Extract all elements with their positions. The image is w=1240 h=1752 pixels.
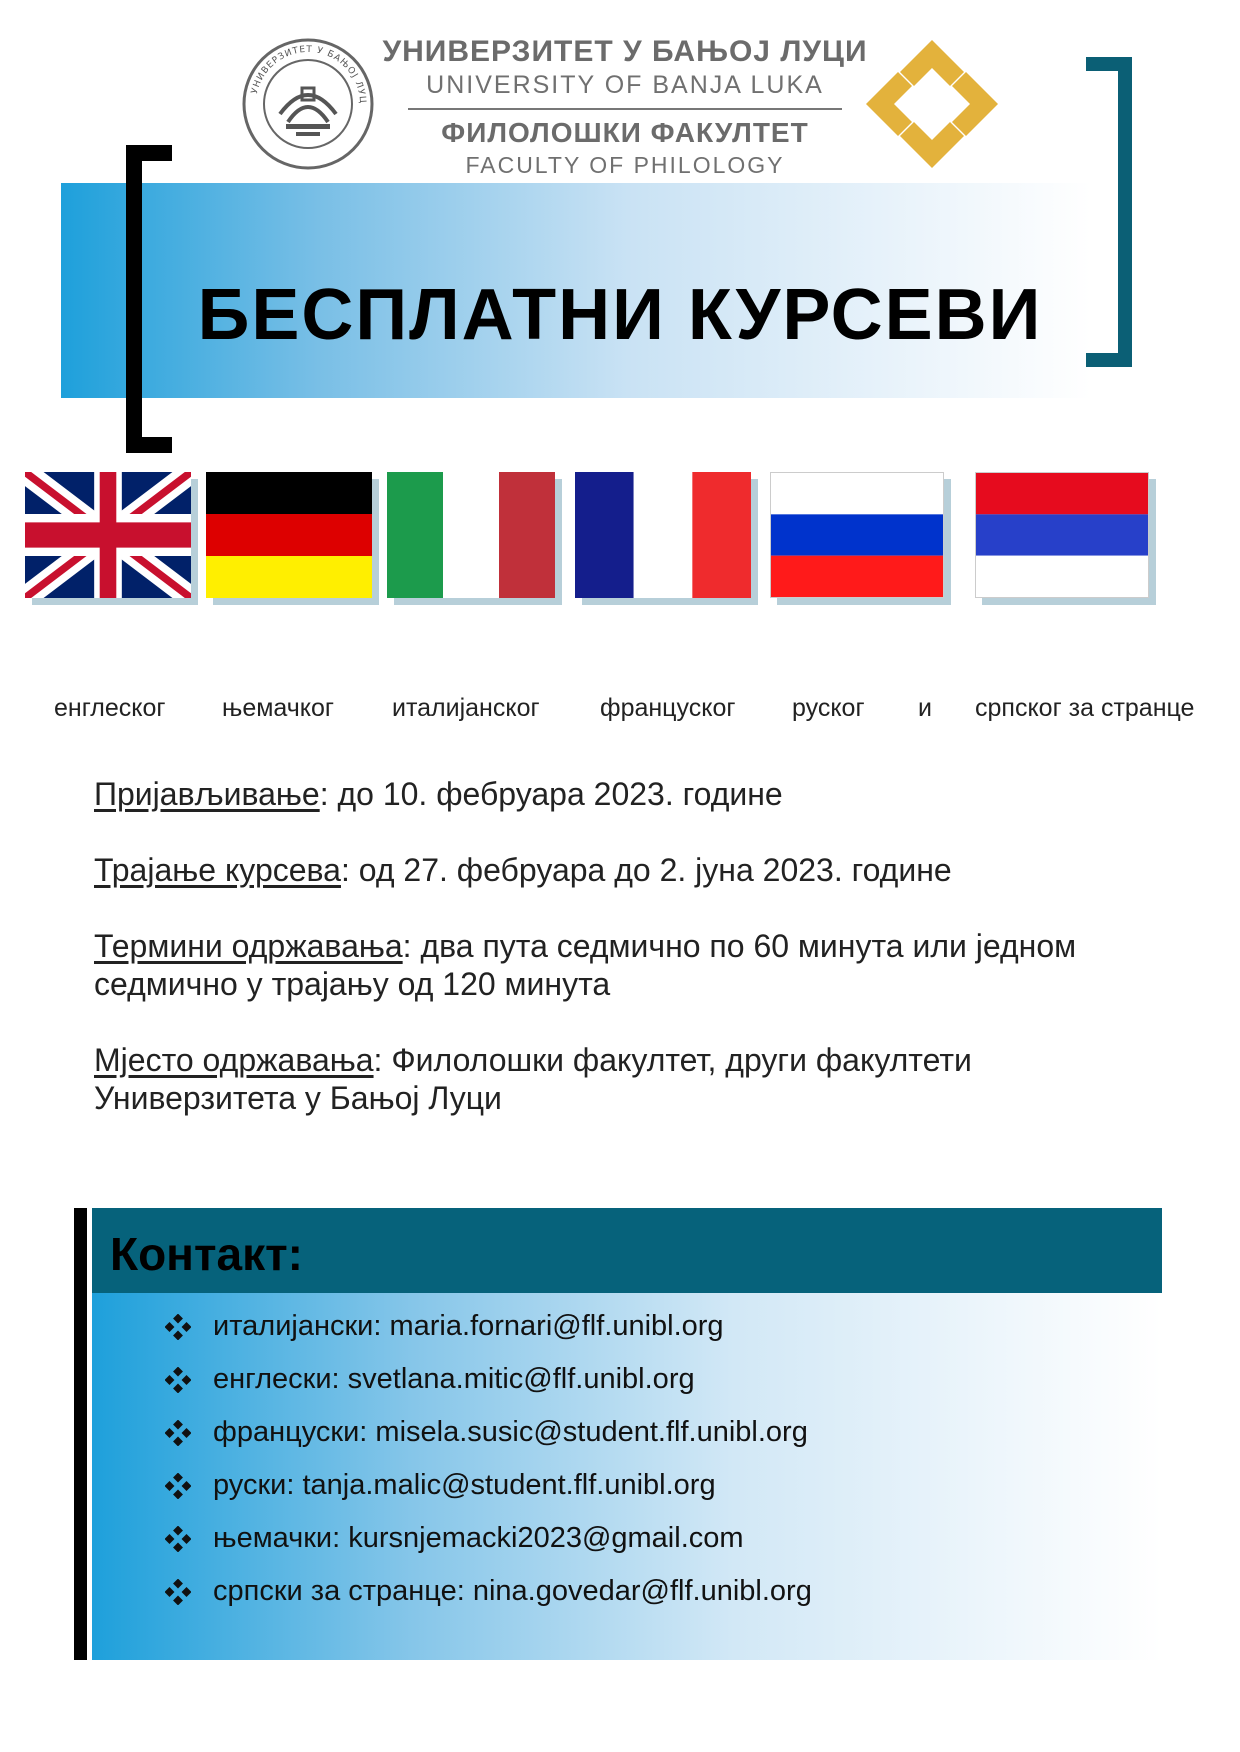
contact-text[interactable]: српски за странце: nina.govedar@flf.unibl.org <box>213 1575 812 1607</box>
italy-flag-icon <box>387 472 555 598</box>
diamond-bullet-icon <box>165 1526 191 1552</box>
schedule-label: Термини одржавања <box>94 928 403 964</box>
contact-item <box>165 1565 1125 1618</box>
contact-item <box>165 1353 1125 1406</box>
duration-info <box>94 851 1174 889</box>
diamond-bullet-icon <box>165 1579 191 1605</box>
university-name-latin: UNIVERSITY OF BANJA LUKA <box>426 71 824 99</box>
germany-flag-icon <box>206 472 372 598</box>
faculty-logo-icon <box>862 36 1002 172</box>
schedule-info <box>94 927 1174 1003</box>
university-name-cyrillic: УНИВЕРЗИТЕТ У БАЊОЈ ЛУЦИ <box>382 35 868 68</box>
contact-item <box>165 1512 1125 1565</box>
diamond-bullet-icon <box>165 1473 191 1499</box>
contact-text[interactable]: руски: tanja.malic@student.flf.unibl.org <box>213 1469 716 1501</box>
schedule-value: : два пута седмично по 60 минута или једном седмично у трајању од 120 минута <box>94 928 1077 1002</box>
language-label: руског <box>792 694 865 722</box>
registration-info <box>94 775 1174 813</box>
location-value: : Филолошки факултет, други факултети Универзитета у Бањој Луци <box>94 1042 972 1116</box>
course-info <box>94 775 1174 1155</box>
university-seal-icon <box>240 36 376 172</box>
header-divider <box>408 108 842 110</box>
contact-text[interactable]: њемачки: kursnjemacki2023@gmail.com <box>213 1522 744 1554</box>
diamond-bullet-icon <box>165 1420 191 1446</box>
svg-text:УНИВЕРЗИТЕТ У БАЊОЈ ЛУЦИ: УНИВЕРЗИТЕТ У БАЊОЈ ЛУЦ <box>250 44 368 105</box>
france-flag-icon <box>575 472 751 598</box>
right-bracket-decoration <box>1086 57 1132 367</box>
language-label: српског за странце <box>975 694 1195 722</box>
location-label: Мјесто одржавања <box>94 1042 374 1078</box>
location-info <box>94 1041 1174 1117</box>
language-list <box>40 692 1240 728</box>
university-header <box>380 34 870 180</box>
registration-label: Пријављивање <box>94 776 320 812</box>
contact-text[interactable]: италијански: maria.fornari@flf.unibl.org <box>213 1310 724 1342</box>
russia-flag-icon <box>770 472 944 598</box>
diamond-bullet-icon <box>165 1314 191 1340</box>
uk-flag-icon <box>25 472 191 598</box>
banner-title: БЕСПЛАТНИ КУРСЕВИ <box>197 275 1043 355</box>
language-label: француског <box>600 694 736 722</box>
duration-value: : од 27. фебруара до 2. јуна 2023. године <box>340 852 952 888</box>
diamond-bullet-icon <box>165 1367 191 1393</box>
contact-text[interactable]: француски: misela.susic@student.flf.unibl.org <box>213 1416 808 1448</box>
contact-text[interactable]: енглески: svetlana.mitic@flf.unibl.org <box>213 1363 695 1395</box>
contact-item <box>165 1406 1125 1459</box>
contact-list <box>165 1300 1125 1618</box>
faculty-name-cyrillic: ФИЛОЛОШКИ ФАКУЛТЕТ <box>441 117 809 148</box>
contact-side-bar <box>74 1208 87 1660</box>
registration-value: : до 10. фебруара 2023. године <box>319 776 783 812</box>
contact-item <box>165 1459 1125 1512</box>
faculty-name-latin: FACULTY OF PHILOLOGY <box>465 152 785 178</box>
contact-item <box>165 1300 1125 1353</box>
language-label: њемачког <box>222 694 335 722</box>
language-label: и <box>918 694 932 722</box>
duration-label: Трајање курсева <box>94 852 341 888</box>
serbia-flag-icon <box>975 472 1149 598</box>
language-label: италијанског <box>392 694 540 722</box>
language-label: енглеског <box>54 694 166 722</box>
contact-title: Контакт: <box>110 1228 303 1280</box>
